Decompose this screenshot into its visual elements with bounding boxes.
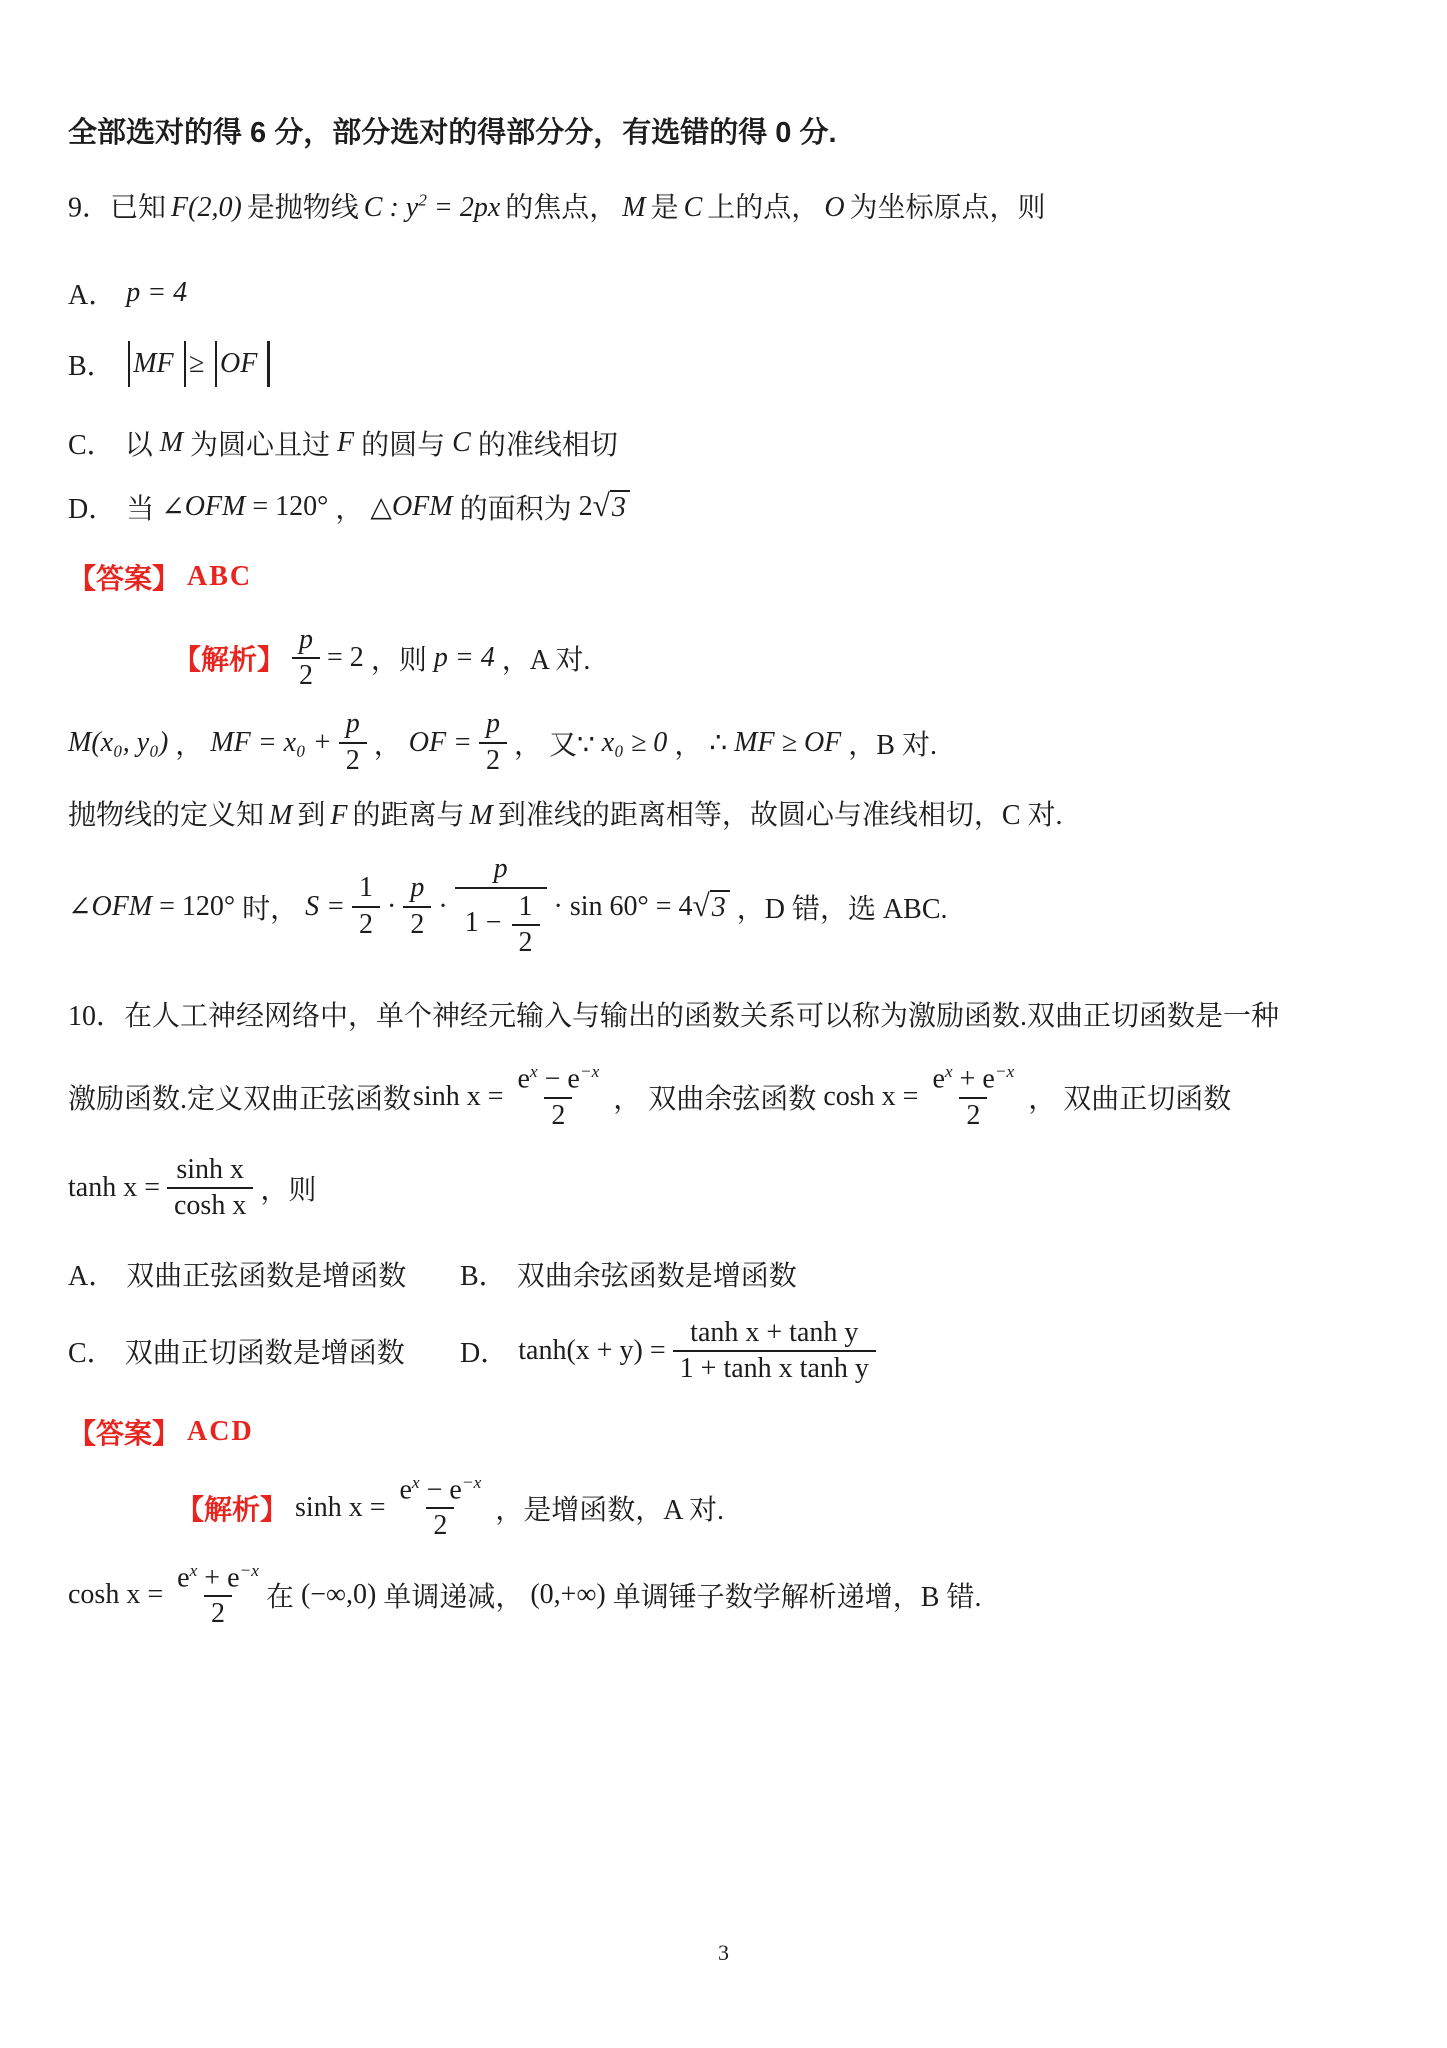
option-label: A． bbox=[68, 279, 117, 311]
answer-label: 【答案】 bbox=[68, 562, 181, 594]
dot-operator: · bbox=[387, 890, 397, 922]
radicand: 3 bbox=[610, 490, 630, 524]
fraction-numerator: sinh x bbox=[176, 1154, 244, 1186]
fraction-denominator: 1 + tanh x tanh y bbox=[673, 1350, 876, 1386]
option-label: D． bbox=[68, 493, 117, 525]
fraction-nested bbox=[455, 852, 547, 961]
exponent: x bbox=[529, 1062, 538, 1082]
exponent: x bbox=[189, 1560, 198, 1580]
fraction-numerator: p bbox=[299, 623, 314, 655]
exponent: x bbox=[944, 1062, 953, 1082]
dot-operator: · bbox=[553, 890, 563, 922]
math-p-equals-4: p = 4 bbox=[126, 276, 188, 308]
fraction-numerator: $e^x + e^{-x}$ bbox=[932, 1062, 1015, 1095]
radical-sign: √ bbox=[692, 887, 710, 923]
fraction bbox=[673, 1316, 876, 1386]
radicand: 3 bbox=[710, 890, 730, 924]
q9-option-d: D． 当 ∠ OFM = 120° ， △ OFM 的面积为 2 √ 3 bbox=[68, 487, 1387, 527]
answer-label: 【答案】 bbox=[68, 1417, 181, 1449]
fraction-numerator: p bbox=[485, 708, 500, 740]
ge-symbol: ≥ bbox=[189, 347, 205, 379]
fraction-numerator: p bbox=[410, 872, 425, 904]
q9-option-a bbox=[68, 273, 1387, 313]
exponent: −x bbox=[994, 1062, 1015, 1082]
fraction bbox=[170, 1560, 266, 1632]
option-label: D． bbox=[460, 1337, 509, 1369]
q10-stem-line-3: tanh x = $\frac{\text{sinh x}}{\text{cosh x}}$ ，则 bbox=[68, 1153, 1387, 1223]
q10-solution-line-2: cosh x = $\frac{e^x + e^{-x}}{2}$ 在 (−∞,0) 单调递减， (0,+∞) 单调锤子数学解析递增，B 错. bbox=[68, 1560, 1387, 1632]
option-label: A． bbox=[68, 1260, 117, 1292]
fraction bbox=[167, 1153, 253, 1223]
option-label: B． bbox=[460, 1260, 507, 1292]
abs-bar-icon bbox=[215, 341, 218, 387]
analysis-label: 【解析】 bbox=[176, 1493, 289, 1525]
fraction-numerator: $e^x - e^{-x}$ bbox=[517, 1062, 600, 1095]
q10-option-b: B． 双曲余弦函数是增函数 bbox=[460, 1254, 804, 1294]
fraction-denominator: 2 bbox=[403, 906, 431, 942]
fraction-numerator: 1 bbox=[359, 872, 374, 904]
q10-stem-line-1: 10．在人工神经网络中，单个神经元输入与输出的函数关系可以称为激励函数.双曲正切函数是一种 bbox=[68, 1000, 1280, 1032]
fraction-numerator: p bbox=[345, 708, 360, 740]
radical-sign: √ bbox=[592, 488, 610, 524]
math-F20: F(2,0) bbox=[171, 192, 242, 224]
fraction-numerator: p bbox=[493, 853, 508, 885]
fraction bbox=[510, 1061, 606, 1133]
q9-solution-line-1: 【解析】 $\frac{p}{2}$ = 2 ，则 p = 4 ，A 对. bbox=[173, 623, 1387, 693]
fraction-numerator: tanh x + tanh y bbox=[690, 1316, 859, 1348]
fraction-denominator: 2 bbox=[204, 1595, 232, 1631]
q9-stem: 9．已知 F(2,0) 是抛物线 C : $y^2 = 2px$ 的焦点， M 是 C 上的点， O 为坐标原点，则 bbox=[68, 191, 1046, 224]
fraction-numerator: 1 bbox=[518, 890, 533, 922]
exponent: −x bbox=[461, 1472, 482, 1492]
fraction bbox=[925, 1061, 1021, 1133]
fraction bbox=[403, 871, 431, 941]
q10-option-c: C． 双曲正切函数是增函数 bbox=[68, 1331, 460, 1371]
q9-solution-line-4: ∠ OFM = 120° 时， S = $\frac{1}{2}$ · $\frac{p}{2}$ · p 1 − $\frac{1}{2}$ · sin 60° = 4 √ 3 ，D 错，选 ABC. bbox=[68, 852, 1387, 961]
angle-symbol: ∠ bbox=[68, 891, 92, 923]
q10-stem-line-2: 激励函数.定义双曲正弦函数 sinh x = $\frac{e^x - e^{-x}}{2}$ ， 双曲余弦函数 cosh x = $\frac{e^x + e^{-x}}{2}$ ， 双曲正切函数 bbox=[68, 1061, 1387, 1133]
fraction-denominator: 2 bbox=[512, 924, 540, 960]
q10-options-row-2 bbox=[68, 1316, 1387, 1386]
q10-answer bbox=[68, 1412, 1387, 1452]
q10-option-d: D． tanh(x + y) = $\frac{\text{tanh x + tanh y}}{\text{1 + tanh x tanh y}}$ bbox=[460, 1316, 883, 1386]
fraction-numerator: $e^x - e^{-x}$ bbox=[399, 1472, 482, 1506]
page-number: 3 bbox=[718, 1940, 729, 1965]
q10-option-a: A． 双曲正弦函数是增函数 bbox=[68, 1254, 460, 1294]
q9-solution-line-3: 抛物线的定义知 M 到 F 的距离与 M 到准线的距离相等，故圆心与准线相切，C 对. bbox=[68, 799, 1063, 831]
q9-answer bbox=[68, 557, 1387, 597]
exponent: x bbox=[411, 1472, 420, 1492]
fraction-denominator: 2 bbox=[292, 657, 320, 693]
triangle-symbol: △ bbox=[370, 491, 392, 523]
sqrt-expression bbox=[692, 887, 730, 924]
exponent: −x bbox=[579, 1062, 600, 1082]
fraction-denominator: 2 bbox=[426, 1507, 454, 1543]
fraction-inner bbox=[512, 890, 540, 960]
analysis-label: 【解析】 bbox=[173, 644, 286, 676]
fraction bbox=[352, 871, 380, 941]
fraction bbox=[292, 623, 320, 693]
math-parabola: C : $y^2 = 2px$ bbox=[363, 191, 501, 224]
q9-answer-value: ABC bbox=[187, 560, 253, 592]
abs-bar-icon bbox=[184, 341, 187, 387]
fraction-denominator: cosh x bbox=[167, 1187, 253, 1223]
q9-option-b: B． MF ≥ OF bbox=[68, 341, 1387, 387]
option-label: C． bbox=[68, 1337, 115, 1369]
dot-operator: · bbox=[438, 890, 448, 922]
angle-symbol: ∠ bbox=[161, 491, 185, 523]
q9-number: 9．已知 bbox=[68, 192, 167, 224]
fraction-denominator: 2 bbox=[339, 742, 367, 778]
fraction-numerator: $e^x + e^{-x}$ bbox=[177, 1560, 259, 1593]
abs-bar-icon bbox=[128, 341, 131, 387]
option-label: B． bbox=[68, 350, 115, 382]
q9-option-c: C． 以 M 为圆心且过 F 的圆与 C 的准线相切 bbox=[68, 423, 1387, 463]
fraction-denominator: 2 bbox=[959, 1097, 987, 1133]
q9-solution-line-2: M(x₀, y₀) ， MF = x₀ + $\frac{p}{2}$ ， OF = $\frac{p}{2}$ ， 又∵ x₀ ≥ 0 ， ∴ MF ≥ OF ，B 对. bbox=[68, 707, 1387, 777]
q10-answer-value: ACD bbox=[187, 1415, 254, 1447]
q10-solution-line-1: 【解析】 sinh x = $\frac{e^x - e^{-x}}{2}$ ，是增函数，A 对. bbox=[176, 1472, 1387, 1544]
fraction-denominator: 2 bbox=[479, 742, 507, 778]
option-label: C． bbox=[68, 429, 115, 461]
fraction-denominator: 1 − $\frac{1}{2}$ bbox=[455, 887, 547, 961]
sqrt-expression bbox=[593, 490, 630, 524]
fraction bbox=[339, 707, 367, 777]
exponent: 2 bbox=[418, 191, 427, 211]
fraction-denominator: 2 bbox=[544, 1097, 572, 1133]
fraction bbox=[479, 707, 507, 777]
abs-bar-icon bbox=[267, 341, 270, 387]
exponent: −x bbox=[239, 1560, 259, 1580]
scoring-note: 全部选对的得 6 分，部分选对的得部分分，有选错的得 0 分. bbox=[68, 117, 837, 149]
fraction-denominator: 2 bbox=[352, 906, 380, 942]
fraction bbox=[392, 1472, 488, 1544]
q10-options-row-1 bbox=[68, 1254, 1387, 1294]
